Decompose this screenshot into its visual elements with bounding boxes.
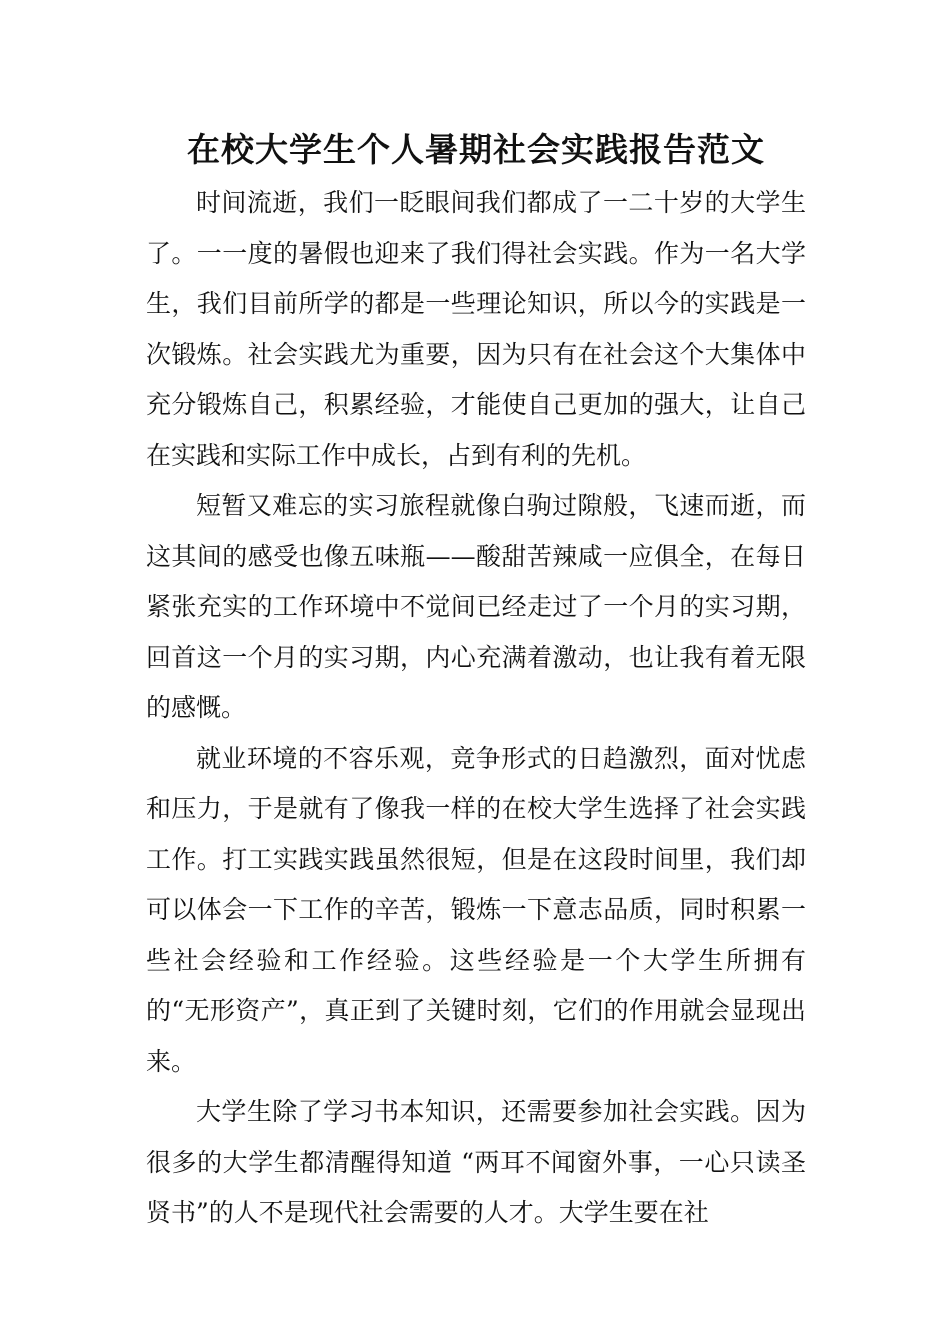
document-title: 在校大学生个人暑期社会实践报告范文: [187, 130, 765, 169]
paragraph-2: 短暂又难忘的实习旅程就像白驹过隙般，飞速而逝，而这其间的感受也像五味瓶——酸甜苦辣咸一应俱全，在每日紧张充实的工作环境中不觉间已经走过了一个月的实习期，回首这一个月的实习期，内心充满着激动，也让我有着无限的感慨。: [146, 491, 806, 722]
paragraph-1: 时间流逝，我们一眨眼间我们都成了一二十岁的大学生了。一一度的暑假也迎来了我们得社会实践。作为一名大学生，我们目前所学的都是一些理论知识，所以今的实践是一次锻炼。社会实践尤为重要，因为只有在社会这个大集体中充分锻炼自己，积累经验，才能使自己更加的强大，让自己在实践和实际工作中成长，占到有利的先机。: [146, 188, 806, 470]
paragraph-4: 大学生除了学习书本知识，还需要参加社会实践。因为很多的大学生都清醒得知道 “两耳不闻窗外事，一心只读圣贤书”的人不是现代社会需要的人才。大学生要在社: [146, 1097, 806, 1227]
document-body: [146, 178, 806, 1239]
paragraph-3: 就业环境的不容乐观，竞争形式的日趋激烈，面对忧虑和压力，于是就有了像我一样的在校大学生选择了社会实践工作。打工实践实践虽然很短，但是在这段时间里，我们却可以体会一下工作的辛苦，锻炼一下意志品质，同时积累一些社会经验和工作经验。这些经验是一个大学生所拥有的“无形资产”，真正到了关键时刻，它们的作用就会显现出来。: [146, 743, 806, 1076]
